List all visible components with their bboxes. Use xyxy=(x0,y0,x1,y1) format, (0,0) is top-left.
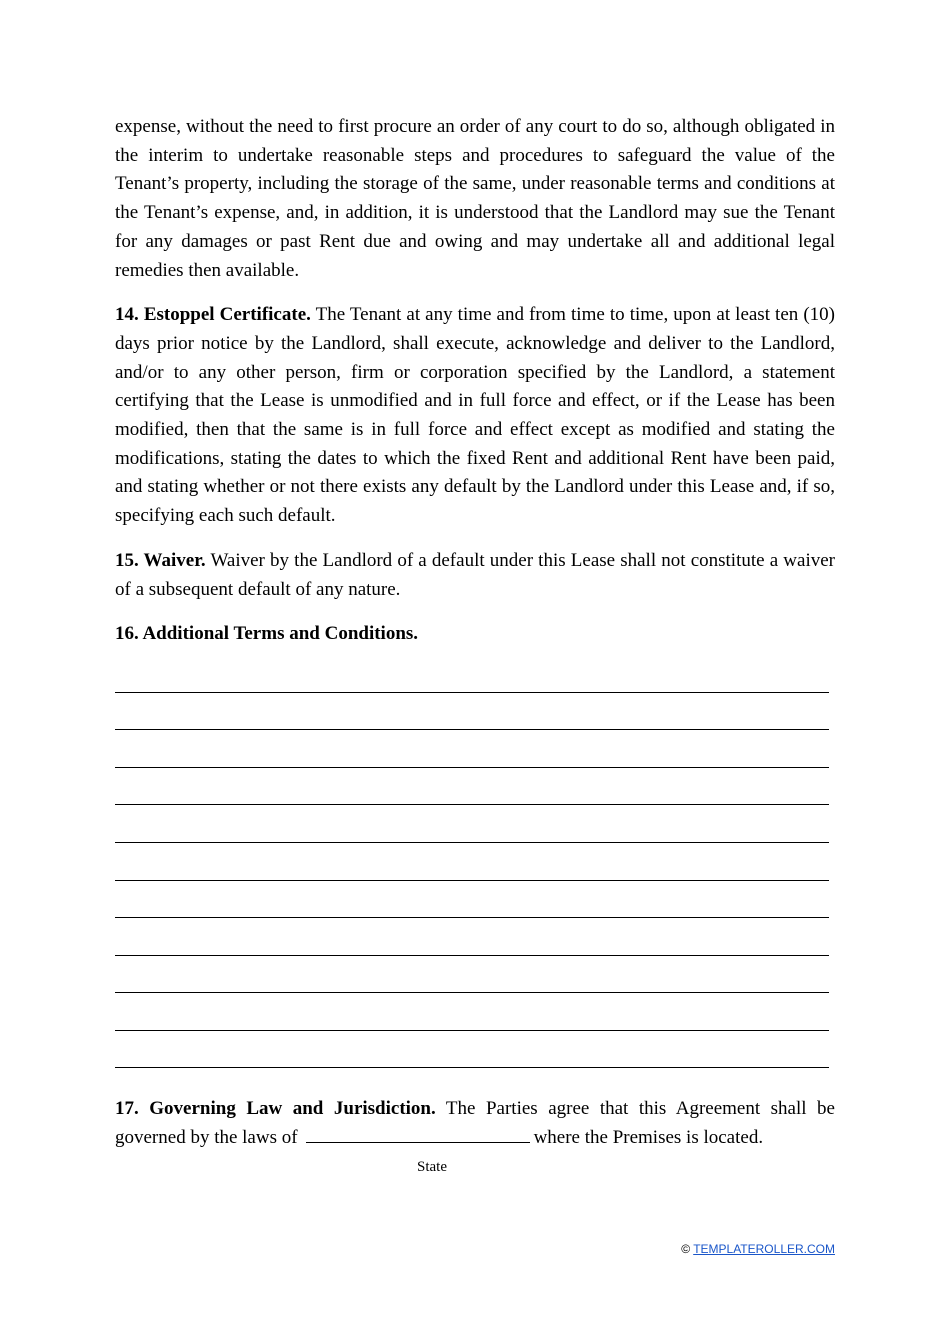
state-blank-field[interactable] xyxy=(306,1124,530,1143)
blank-fill-line[interactable] xyxy=(115,889,835,927)
section-17-governing-law xyxy=(115,1095,835,1175)
templateroller-link[interactable]: TEMPLATEROLLER.COM xyxy=(693,1242,835,1256)
blank-fill-line[interactable] xyxy=(115,926,835,964)
blank-fill-line[interactable] xyxy=(115,851,835,889)
state-field-label: State xyxy=(417,1158,447,1175)
blank-fill-line[interactable] xyxy=(115,964,835,1002)
footer-copyright xyxy=(681,1242,835,1256)
blank-fill-line[interactable] xyxy=(115,813,835,851)
intro-paragraph-text: expense, without the need to first procure an order of any court to do so, although obligated in the interim to undertake reasonable steps and procedures to safeguard the value of the Tenant’s property, including the storage of the same, under reasonable terms and conditions at the Tenant’s expense, and, in addition, it is understood that the Landlord may sue the Tenant for any damages or past Rent due and owing and may undertake all and additional legal remedies then available. xyxy=(115,116,835,281)
copyright-symbol: © xyxy=(681,1242,691,1256)
section-17-line1 xyxy=(115,1095,835,1124)
section-14-estoppel-certificate xyxy=(115,301,835,531)
blank-fill-line[interactable] xyxy=(115,776,835,814)
section-14-body: The Tenant at any time and from time to time, upon at least ten (10) days prior notice by the Landlord, shall execute, acknowledge and deliver to the Landlord, and/or to any other person, firm or corporation specified by the Landlord, a statement certifying that the Lease is unmodified and in full force and effect, or if the Lease has been modified, then that the same is in full force and effect except as modified and stating the modifications, stating the dates to which the fixed Rent and additional Rent have been paid, and stating whether or not there exists any default by the Landlord under this Lease and, if so, specifying each such default. xyxy=(115,304,835,527)
document-page xyxy=(115,113,835,1175)
blank-fill-line[interactable] xyxy=(115,663,835,701)
blank-fill-line[interactable] xyxy=(115,738,835,776)
blank-fill-line[interactable] xyxy=(115,701,835,739)
blank-fill-line[interactable] xyxy=(115,1039,835,1077)
section-15-title: 15. Waiver. xyxy=(115,549,206,571)
blank-fill-line[interactable] xyxy=(115,1001,835,1039)
section-17-body-prefix: governed by the laws of xyxy=(115,1127,298,1149)
section-17-line2 xyxy=(115,1124,835,1153)
section-15-body: Waiver by the Landlord of a default under this Lease shall not constitute a waiver of a subsequent default of any nature. xyxy=(115,549,835,600)
section-16-title: 16. Additional Terms and Conditions. xyxy=(115,623,419,645)
section-14-title: 14. Estoppel Certificate. xyxy=(115,304,311,326)
intro-paragraph xyxy=(115,113,835,285)
section-15-waiver xyxy=(115,547,835,604)
section-17-body-suffix: where the Premises is located. xyxy=(533,1127,764,1149)
section-17-title: 17. Governing Law and Jurisdiction. xyxy=(115,1098,436,1120)
section-17-body-line1: The Parties agree that this Agreement shall be xyxy=(445,1098,835,1120)
additional-terms-blank-lines[interactable] xyxy=(115,663,835,1077)
